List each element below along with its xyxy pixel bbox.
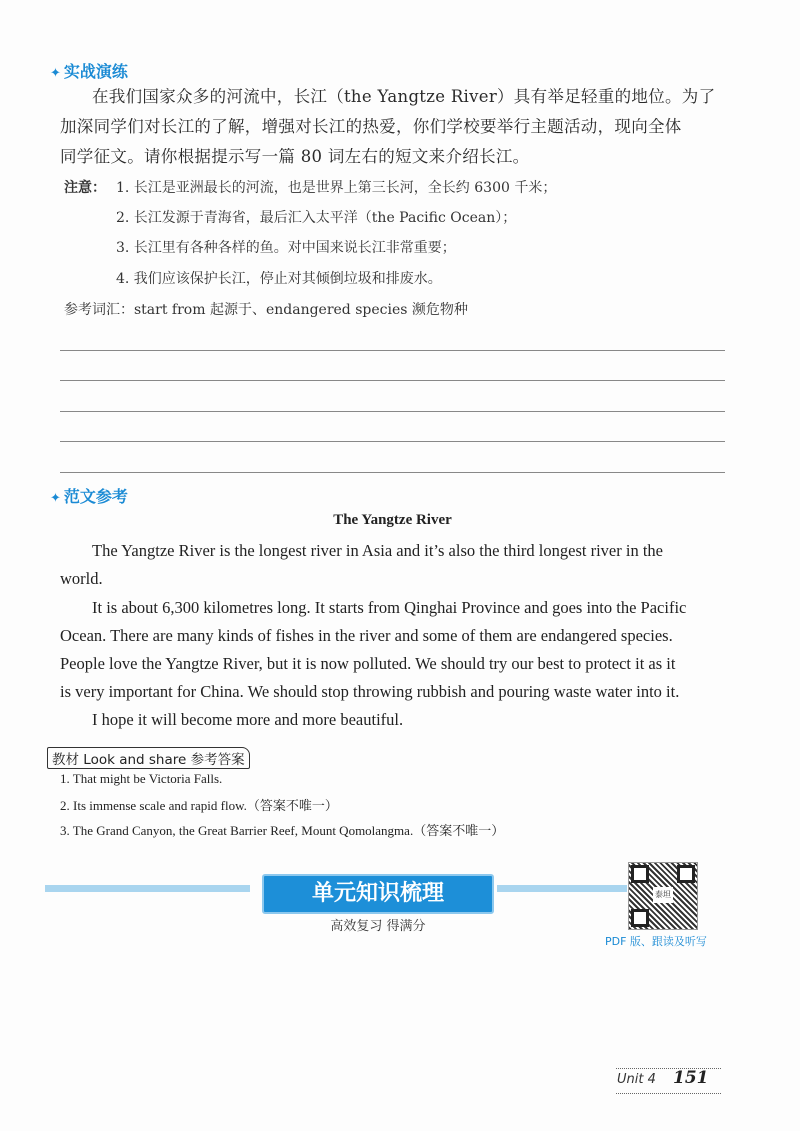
footer-rule (616, 1093, 721, 1094)
vocab-hint: 参考词汇：start from 起源于、endangered species 濒危物种 (64, 302, 468, 318)
banner-title: 单元知识梳理 (262, 874, 494, 914)
writing-line[interactable] (60, 411, 725, 412)
writing-line[interactable] (60, 472, 725, 473)
essay-title: The Yangtze River (333, 512, 452, 528)
sparkle-icon: ✦ (50, 66, 61, 81)
banner-bar-right (497, 885, 627, 892)
essay-line: I hope it will become more and more beautiful. (92, 710, 404, 729)
banner-subtitle: 高效复习 得满分 (330, 919, 426, 934)
essay-line: is very important for China. We should stop throwing rubbish and pouring waste water into it. (60, 682, 680, 701)
qr-caption: PDF 版、跟读及听写 (605, 935, 707, 948)
writing-line[interactable] (60, 350, 725, 351)
prompt-line: 同学征文。请你根据提示写一篇 80 词左右的短文来介绍长江。 (60, 147, 530, 166)
answer-item: 1. That might be Victoria Falls. (60, 771, 223, 786)
practice-heading (50, 59, 128, 82)
note-item: 4. 我们应该保护长江，停止对其倾倒垃圾和排废水。 (116, 271, 442, 287)
heading-text: 范文参考 (63, 487, 128, 506)
note-item: 1. 长江是亚洲最长的河流，也是世界上第三长河，全长约 6300 千米； (116, 180, 557, 196)
answers-heading: 教材 Look and share 参考答案 (47, 747, 250, 769)
banner-bar-left (45, 885, 250, 892)
writing-line[interactable] (60, 380, 725, 381)
note-item: 3. 长江里有各种各样的鱼。对中国来说长江非常重要； (116, 240, 456, 256)
essay-line: People love the Yangtze River, but it is now polluted. We should try our best to protect it as it (60, 654, 676, 673)
essay-line: Ocean. There are many kinds of fishes in the river and some of them are endangered species. (60, 626, 673, 645)
essay-line: world. (60, 569, 103, 588)
prompt-line: 在我们国家众多的河流中，长江（the Yangtze River）具有举足轻重的地位。为了 (92, 87, 716, 106)
qr-finder (631, 865, 649, 883)
footer-unit: Unit 4 (617, 1072, 656, 1087)
answer-item: 3. The Grand Canyon, the Great Barrier Reef, Mount Qomolangma.（答案不唯一） (60, 823, 505, 838)
answer-item: 2. Its immense scale and rapid flow.（答案不唯一） (60, 798, 338, 813)
note-item: 2. 长江发源于青海省，最后汇入太平洋（the Pacific Ocean）； (116, 210, 517, 226)
essay-line: The Yangtze River is the longest river in Asia and it’s also the third longest river in the (92, 541, 663, 560)
page-number: 151 (673, 1068, 709, 1088)
sparkle-icon: ✦ (50, 491, 61, 506)
essay-line: It is about 6,300 kilometres long. It starts from Qinghai Province and goes into the Pacific (92, 598, 687, 617)
writing-line[interactable] (60, 441, 725, 442)
qr-finder (677, 865, 695, 883)
qr-code[interactable] (628, 862, 698, 930)
heading-text: 实战演练 (63, 62, 128, 81)
notes-label: 注意： (64, 180, 106, 196)
sample-heading (50, 484, 128, 507)
qr-finder (631, 909, 649, 927)
qr-logo: 泰坦 (653, 887, 673, 903)
prompt-line: 加深同学们对长江的了解，增强对长江的热爱，你们学校要举行主题活动，现向全体 (60, 117, 682, 136)
